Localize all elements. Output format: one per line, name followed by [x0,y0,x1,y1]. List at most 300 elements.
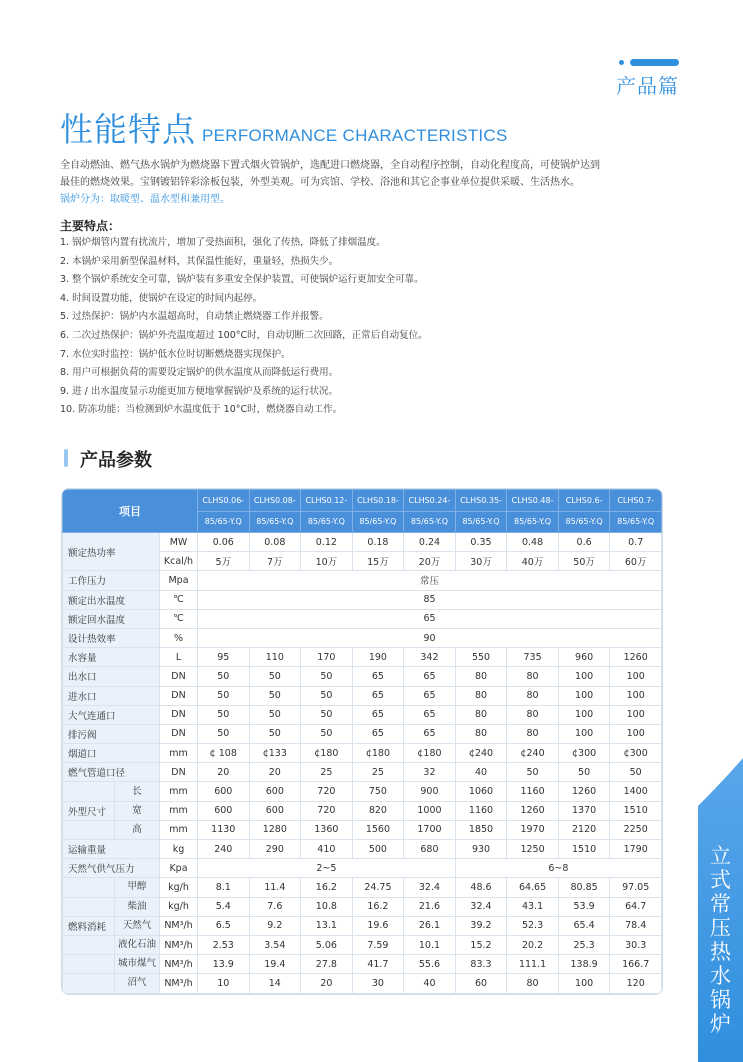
table-cell: 900 [404,782,456,801]
table-cell: 80 [507,974,559,993]
side-tab-char: 式 [710,868,731,892]
table-cell: 83.3 [455,955,507,974]
table-cell: 1260 [507,801,559,820]
table-cell: 100 [610,724,662,743]
table-cell: 0.24 [404,533,456,552]
table-row [63,628,662,647]
table-cell: 0.35 [455,533,507,552]
table-cell: 1280 [249,820,301,839]
row-label: 额定回水温度 [63,609,160,628]
params-heading-bar [64,449,68,467]
group-sub-cell [63,935,160,954]
sub-label: 长 [114,783,159,801]
group-cell-box [63,917,159,935]
table-cell: 80 [507,667,559,686]
table-cell: 3.54 [249,935,301,954]
table-cell: 25.3 [558,935,610,954]
row-label: 运输重量 [63,840,160,859]
table-cell: 19.6 [352,916,404,935]
table-cell: 80 [507,705,559,724]
table-cell: 820 [352,801,404,820]
table-cell: ¢133 [249,744,301,763]
table-cell: 2.53 [198,935,250,954]
table-cell: 15.2 [455,935,507,954]
table-cell: 7.59 [352,935,404,954]
table-cell: 11.4 [249,878,301,897]
row-label: 大气连通口 [63,705,160,724]
table-cell: 30.3 [610,935,662,954]
table-cell: 53.9 [558,897,610,916]
table-cell: 100 [558,686,610,705]
table-cell: 1370 [558,801,610,820]
table-cell: ¢300 [610,744,662,763]
unit-cell: ℃ [160,609,198,628]
table-cell: 410 [301,840,353,859]
row-label: 天然气供气压力 [63,859,160,878]
table-cell: 65 [352,724,404,743]
table-cell: 500 [352,840,404,859]
table-cell: 0.7 [610,533,662,552]
table-cell: 30 [352,974,404,993]
side-tab [698,758,743,1062]
table-row [63,609,662,628]
model-header-bottom: 85/65-Y.Q [558,511,610,533]
table-cell: 111.1 [507,955,559,974]
table-cell: 50 [301,667,353,686]
section-tag: 产品篇 [616,74,679,98]
unit-cell: DN [160,724,198,743]
header-dot [619,60,624,65]
feature-item: 1. 锅炉烟管内置有扰流片，增加了受热面积，强化了传热，降低了排烟温度。 [60,237,386,248]
table-cell: 7.6 [249,897,301,916]
page-title-cn: 性能特点 [60,110,196,149]
table-cell: 65 [352,667,404,686]
table-cell: 50 [249,686,301,705]
side-tab-text [698,844,743,1036]
table-cell: 10 [198,974,250,993]
table-cell: 25 [352,763,404,782]
table-cell: 48.6 [455,878,507,897]
table-cell: 5万 [198,552,250,571]
table-cell: 24.75 [352,878,404,897]
table-cell: 40 [455,763,507,782]
table-cell: 600 [198,801,250,820]
group-label-cell [63,878,160,897]
feature-item: 5. 过热保护：锅炉内水温超高时，自动禁止燃烧器工作并报警。 [60,311,329,323]
unit-cell: L [160,648,198,667]
table-cell: 20万 [404,552,456,571]
feature-item: 9. 进 / 出水温度显示功能更加方便地掌握锅炉及系统的运行状况。 [60,385,338,397]
table-cell: 600 [249,801,301,820]
table-cell: 50 [198,705,250,724]
model-header-top: CLHS0.08- [249,490,301,512]
table-cell: 0.12 [301,533,353,552]
table-cell: 65 [404,724,456,743]
group-cell-box [63,898,159,916]
table-cell: 1510 [610,801,662,820]
table-cell: 10万 [301,552,353,571]
group-cell-box [63,974,159,992]
group-cell-box [63,821,159,839]
table-cell: 10.8 [301,897,353,916]
row-label: 燃气管道口径 [63,763,160,782]
model-header-bottom: 85/65-Y.Q [301,511,353,533]
table-row [63,801,662,820]
table-cell: 41.7 [352,955,404,974]
unit-cell: NM³/h [160,974,198,993]
group-label: 外型尺寸 [68,806,107,818]
table-cell: 735 [507,648,559,667]
table-cell: 65 [352,705,404,724]
feature-item: 6. 二次过热保护：锅炉外壳温度超过 100°C时，自动切断二次回路，正常后自动复位。 [60,329,428,341]
table-cell: 21.6 [404,897,456,916]
model-header-top: CLHS0.35- [455,490,507,512]
table-cell: 80 [507,686,559,705]
feature-item: 2. 本锅炉采用新型保温材料，其保温性能好，重量轻，热损失少。 [60,255,339,267]
table-cell: 1160 [455,801,507,820]
table-cell: 0.6 [558,533,610,552]
table-cell: 15万 [352,552,404,571]
row-label: 水容量 [63,648,160,667]
unit-cell: mm [160,801,198,820]
unit-cell: mm [160,782,198,801]
table-cell: 50 [249,724,301,743]
group-sub-cell [63,916,160,935]
table-cell: ¢180 [404,744,456,763]
merged-value-cell: 2~5 [198,859,456,878]
table-cell: 32.4 [404,878,456,897]
model-header-bottom: 85/65-Y.Q [352,511,404,533]
sub-label: 柴油 [114,898,159,916]
side-tab-char: 锅 [710,988,731,1012]
table-cell: ¢180 [352,744,404,763]
table-row [63,744,662,763]
side-tab-char: 常 [710,892,731,916]
table-cell: 0.08 [249,533,301,552]
table-row [63,974,662,993]
table-cell: 52.3 [507,916,559,935]
table-cell: 65 [352,686,404,705]
table-cell: 32 [404,763,456,782]
table-cell: 6.5 [198,916,250,935]
table-cell: 50万 [558,552,610,571]
table-cell: 1260 [558,782,610,801]
table-cell: 20.2 [507,935,559,954]
table-cell: 2250 [610,820,662,839]
table-cell: 50 [249,667,301,686]
feature-item: 10. 防冻功能：当检测到炉水温度低于 10°C时，燃烧器自动工作。 [60,404,343,416]
unit-cell: MW [160,533,198,552]
header-decoration [619,59,679,67]
table-cell: 170 [301,648,353,667]
group-label: 燃料消耗 [68,921,107,933]
feature-item: 3. 整个锅炉系统安全可靠，锅炉装有多重安全保护装置，可使锅炉运行更加安全可靠。 [60,274,424,286]
feature-item: 8. 用户可根据负荷的需要设定锅炉的供水温度从而降低运行费用。 [60,367,339,379]
table-cell: 50 [301,724,353,743]
table-cell: 8.1 [198,878,250,897]
table-cell: 20 [249,763,301,782]
table-cell: 10.1 [404,935,456,954]
table-cell: 65 [404,667,456,686]
row-label: 排污阀 [63,724,160,743]
group-sub-cell [63,974,160,993]
table-cell: 20 [198,763,250,782]
group-cell-box [63,802,159,820]
table-cell: 65 [404,705,456,724]
group-sub-cell [63,955,160,974]
table-cell: 80 [455,667,507,686]
table-cell: ¢180 [301,744,353,763]
row-label: 进水口 [63,686,160,705]
table-cell: 1260 [610,648,662,667]
params-table [61,488,663,995]
table-cell: 50 [198,686,250,705]
table-cell: 1000 [404,801,456,820]
sub-label: 液化石油 [114,936,159,954]
table-cell: 40万 [507,552,559,571]
group-cell-box [63,783,159,801]
model-header-bottom: 85/65-Y.Q [249,511,301,533]
row-label: 额定热功率 [63,533,160,571]
table-cell: 100 [558,974,610,993]
table-row [63,935,662,954]
table-cell: 50 [301,686,353,705]
table-cell: 50 [507,763,559,782]
table-cell: 720 [301,801,353,820]
table-cell: 95 [198,648,250,667]
table-row [63,897,662,916]
table-cell: ¢240 [507,744,559,763]
table-cell: 5.06 [301,935,353,954]
side-tab-char: 立 [710,844,731,868]
table-cell: 19.4 [249,955,301,974]
table-row [63,763,662,782]
unit-cell: Kpa [160,859,198,878]
model-header-bottom: 85/65-Y.Q [610,511,662,533]
sub-label: 宽 [114,802,159,820]
table-cell: 190 [352,648,404,667]
intro-line-3: 锅炉分为：取暖型、温水型和兼用型。 [60,194,230,205]
table-row [63,820,662,839]
table-cell: 9.2 [249,916,301,935]
table-cell: 40 [404,974,456,993]
row-label: 设计热效率 [63,628,160,647]
table-cell: 16.2 [301,878,353,897]
model-header-top: CLHS0.18- [352,490,404,512]
table-cell: 166.7 [610,955,662,974]
table-cell: 97.05 [610,878,662,897]
intro-line-2: 最佳的燃烧效果。宝钢镀铝锌彩涂板包装，外型美观。可为宾馆、学校、浴池和其它企事业单位提供采暖、生活热水。 [60,177,580,188]
table-cell: 100 [558,724,610,743]
page-title-en: PERFORMANCE CHARACTERISTICS [202,126,508,145]
table-cell: 50 [249,705,301,724]
table-cell: 720 [301,782,353,801]
table-cell: 50 [301,705,353,724]
table-cell: 120 [610,974,662,993]
table-cell: 1970 [507,820,559,839]
unit-cell: NM³/h [160,935,198,954]
table-cell: 43.1 [507,897,559,916]
table-cell: 600 [198,782,250,801]
feature-item: 4. 时间设置功能，使锅炉在设定的时间内起停。 [60,292,263,304]
table-cell: 27.8 [301,955,353,974]
table-cell: 1790 [610,840,662,859]
table-cell: 25 [301,763,353,782]
intro-line-1: 全自动燃油、燃气热水锅炉为燃烧器下置式烟火管锅炉，选配进口燃烧器，全自动程序控制，自动化程度高，可使锅炉达到 [60,160,600,171]
table-cell: 1060 [455,782,507,801]
table-cell: 930 [455,840,507,859]
side-tab-char: 热 [710,940,731,964]
table-cell: 342 [404,648,456,667]
table-cell: 5.4 [198,897,250,916]
unit-cell: Kcal/h [160,552,198,571]
table-cell: 1700 [404,820,456,839]
table-cell: 50 [198,667,250,686]
table-cell: 750 [352,782,404,801]
table-cell: 1130 [198,820,250,839]
table-row [63,878,662,897]
table-cell: 0.18 [352,533,404,552]
table-cell: 39.2 [455,916,507,935]
table-row [63,667,662,686]
feature-item: 7. 水位实时监控：锅炉低水位时切断燃烧器实现保护。 [60,348,291,360]
unit-cell: DN [160,686,198,705]
table-row [63,648,662,667]
row-label: 额定出水温度 [63,590,160,609]
table-cell: ¢ 108 [198,744,250,763]
table-cell: 960 [558,648,610,667]
row-label: 烟道口 [63,744,160,763]
unit-cell: ℃ [160,590,198,609]
group-sub-cell [63,801,160,820]
merged-value-cell: 65 [198,609,662,628]
table-cell: 50 [558,763,610,782]
unit-cell: kg/h [160,878,198,897]
table-cell: 60万 [610,552,662,571]
group-cell-box [63,936,159,954]
table-cell: 13.9 [198,955,250,974]
table-cell: 80 [455,705,507,724]
params-heading-text: 产品参数 [80,450,152,471]
table-row [63,955,662,974]
table-row [63,724,662,743]
sub-label: 沼气 [114,974,159,992]
table-cell: 1360 [301,820,353,839]
table-row [63,705,662,724]
table-cell: 100 [558,705,610,724]
group-cell-box [63,878,159,896]
table-cell: 1850 [455,820,507,839]
table-cell: 1400 [610,782,662,801]
table-cell: 0.48 [507,533,559,552]
intro-paragraph [60,157,650,208]
table-cell: 50 [610,763,662,782]
unit-cell: Mpa [160,571,198,590]
unit-cell: kg/h [160,897,198,916]
table-cell: 290 [249,840,301,859]
table-cell: ¢240 [455,744,507,763]
page-title [60,104,508,151]
merged-value-cell: 6~8 [455,859,661,878]
model-header-top: CLHS0.7- [610,490,662,512]
merged-value-cell: 85 [198,590,662,609]
table-cell: ¢300 [558,744,610,763]
table-cell: 550 [455,648,507,667]
group-label-cell [63,782,160,801]
table-cell: 138.9 [558,955,610,974]
unit-cell: DN [160,705,198,724]
sub-label: 高 [114,821,159,839]
model-header-top: CLHS0.12- [301,490,353,512]
table-cell: 65.4 [558,916,610,935]
table-cell: 100 [610,686,662,705]
table-cell: 80 [455,686,507,705]
table-cell: 65 [404,686,456,705]
unit-cell: DN [160,667,198,686]
table-cell: 100 [610,667,662,686]
table-cell: 55.6 [404,955,456,974]
side-tab-char: 水 [710,964,731,988]
table-row [63,840,662,859]
table-row [63,571,662,590]
table-cell: 0.06 [198,533,250,552]
table-cell: 60 [455,974,507,993]
table-cell: 1160 [507,782,559,801]
table-row [63,686,662,705]
row-label: 工作压力 [63,571,160,590]
unit-cell: mm [160,744,198,763]
features-heading: 主要特点： [60,219,121,233]
sub-label: 甲醇 [114,878,159,896]
row-label: 出水口 [63,667,160,686]
model-header-bottom: 85/65-Y.Q [455,511,507,533]
model-header-bottom: 85/65-Y.Q [507,511,559,533]
model-header-top: CLHS0.06- [198,490,250,512]
table-row [63,533,662,552]
item-header: 项目 [63,490,198,533]
unit-cell: % [160,628,198,647]
merged-value-cell: 常压 [198,571,662,590]
sub-label: 天然气 [114,917,159,935]
table-cell: 20 [301,974,353,993]
group-cell-box [63,955,159,973]
model-header-top: CLHS0.6- [558,490,610,512]
table-cell: 110 [249,648,301,667]
unit-cell: mm [160,820,198,839]
table-cell: 32.4 [455,897,507,916]
table-cell: 2120 [558,820,610,839]
table-cell: 80.85 [558,878,610,897]
table-cell: 7万 [249,552,301,571]
table-cell: 240 [198,840,250,859]
table-cell: 14 [249,974,301,993]
model-header-bottom: 85/65-Y.Q [198,511,250,533]
unit-cell: NM³/h [160,916,198,935]
model-header-top: CLHS0.24- [404,490,456,512]
group-sub-cell [63,820,160,839]
table-cell: 680 [404,840,456,859]
model-header-bottom: 85/65-Y.Q [404,511,456,533]
table-cell: 16.2 [352,897,404,916]
merged-value-cell: 90 [198,628,662,647]
table-cell: 1560 [352,820,404,839]
group-sub-cell [63,897,160,916]
side-tab-char: 炉 [710,1012,731,1036]
sub-label: 城市煤气 [114,955,159,973]
table-cell: 30万 [455,552,507,571]
table-cell: 100 [610,705,662,724]
unit-cell: NM³/h [160,955,198,974]
